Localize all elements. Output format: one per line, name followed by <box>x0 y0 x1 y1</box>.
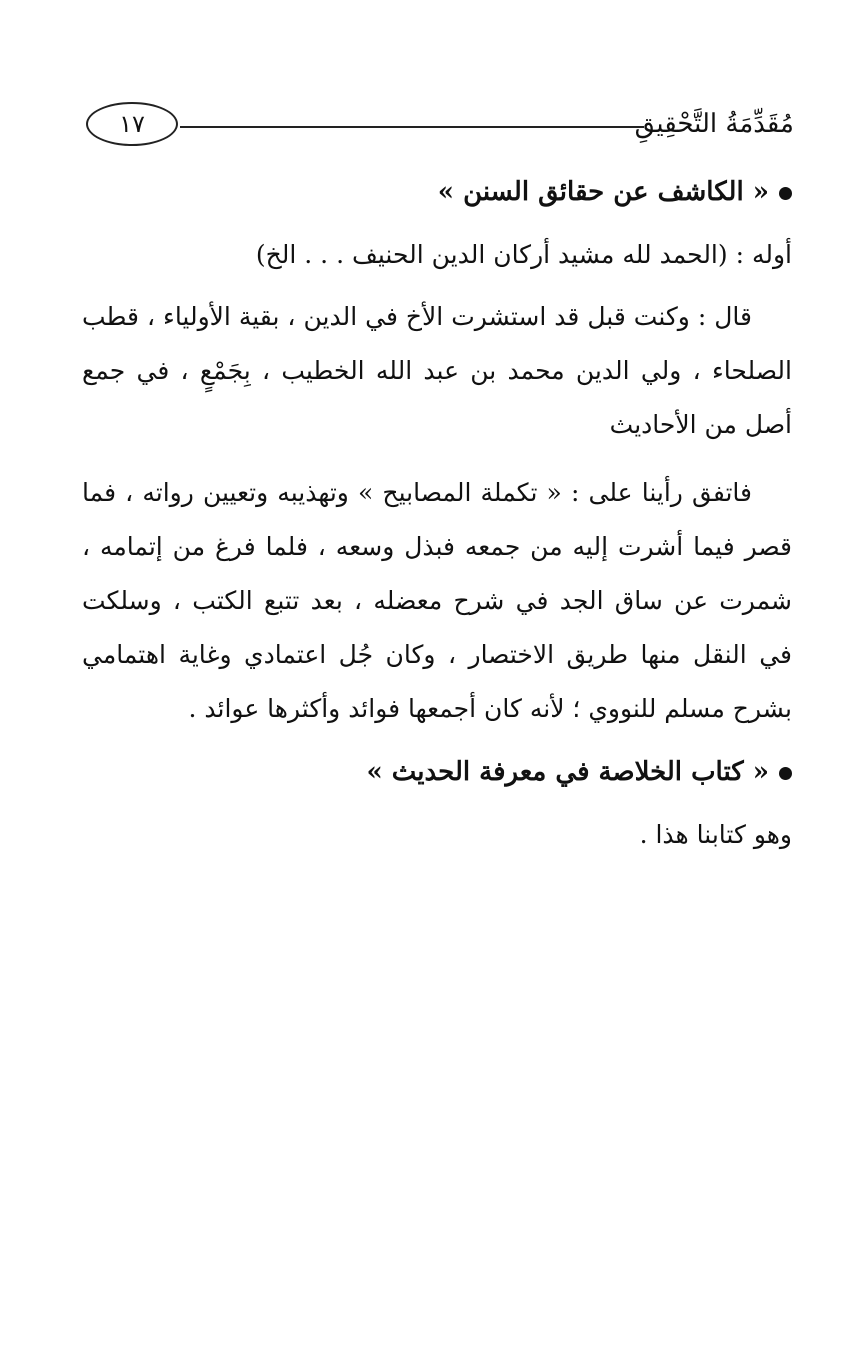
header-rule <box>180 126 644 128</box>
header-title: مُقَدِّمَةُ التَّحْقِيقِ <box>634 109 794 139</box>
paragraph-ittafaq: فاتفق رأينا على : « تكملة المصابيح » وتهذيبه وتعيين رواته ، فما قصر فيما أشرت إليه من جمعه فبذل وسعه ، فلما فرغ من إتمامه ، شمرت عن ساق الجد في شرح معضله ، بعد تتبع الكتب ، وسلكت في النقل منها طريق الاختصار ، وكان جُل اعتمادي وغاية اهتمامي بشرح مسلم للنووي ؛ لأنه كان أجمعها فوائد وأكثرها عوائد . <box>82 478 792 723</box>
paragraph-opening: أوله : (الحمد لله مشيد أركان الدين الحنيف . . . الخ) <box>255 240 792 269</box>
section-heading-text: « الكاشف عن حقائق السنن » <box>437 177 769 207</box>
section-heading-text: « كتاب الخلاصة في معرفة الحديث » <box>366 757 769 787</box>
page-body <box>82 170 792 868</box>
paragraph-qal: قال : وكنت قبل قد استشرت الأخ في الدين ، بقية الأولياء ، قطب الصلحاء ، ولي الدين محمد بن عبد الله الخطيب ، بِجَمْعٍ ، في جمع أصل من الأحاديث <box>82 302 792 439</box>
section-heading-kashif <box>82 170 792 214</box>
paragraph-closing: وهو كتابنا هذا . <box>639 820 792 849</box>
bullet-icon <box>779 187 792 200</box>
page-number: ١٧ <box>86 102 178 146</box>
section-heading-khulasa <box>82 750 792 794</box>
bullet-icon <box>779 767 792 780</box>
running-header <box>84 100 794 150</box>
